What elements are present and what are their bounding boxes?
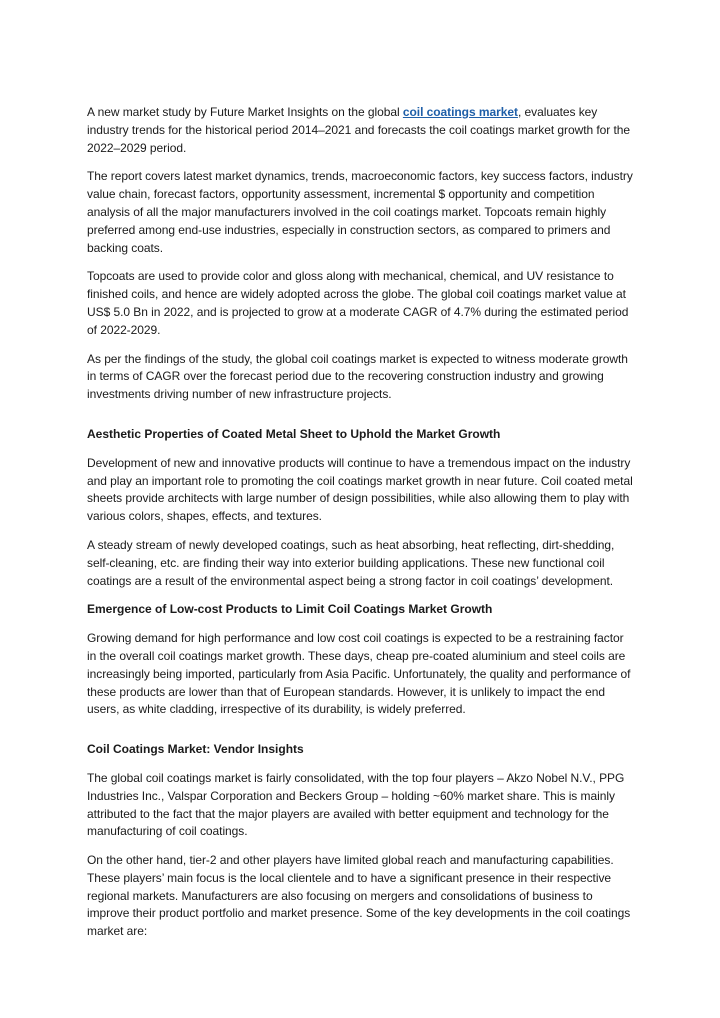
section3-paragraph-2: On the other hand, tier-2 and other players have limited global reach and manufacturing capabilities. These players’ main focus is the local clientele and to have a significant presence in their respective regional markets. Manufacturers are also focusing on mergers and consolidations of business to improve their product portfolio and market presence. Some of the key developments in the coil coatings market are: <box>87 853 631 939</box>
intro-paragraph-4: As per the findings of the study, the global coil coatings market is expected to witness moderate growth in terms of CAGR over the forecast period due to the recovering construction industry and growing investments driving number of new infrastructure projects. <box>87 351 628 402</box>
intro-text-before-link: A new market study by Future Market Insights on the global <box>87 105 403 119</box>
intro-paragraph-3: Topcoats are used to provide color and gloss along with mechanical, chemical, and UV resistance to finished coils, and hence are widely adopted across the globe. The global coil coatings market value at US$ 5.0 Bn in 2022, and is projected to grow at a moderate CAGR of 4.7% during the estimated period of 2022-2029. <box>87 269 629 337</box>
section1-paragraph-2: A steady stream of newly developed coatings, such as heat absorbing, heat reflecting, dirt-shedding, self-cleaning, etc. are finding their way into exterior building applications. These new functional coil coatings are a result of the environmental aspect being a strong factor in coil coatings’ development. <box>87 537 615 588</box>
section2-paragraph-1: Growing demand for high performance and low cost coil coatings is expected to be a restraining factor in the overall coil coatings market growth. These days, cheap pre-coated aluminium and steel coils are increasingly being imported, particularly from Asia Pacific. Unfortunately, the quality and performance of these products are lower than that of European standards. However, it is unlikely to impact the end users, as white cladding, irrespective of its durability, is widely preferred. <box>87 631 631 717</box>
intro-paragraph-2: The report covers latest market dynamics, trends, macroeconomic factors, key success factors, industry value chain, forecast factors, opportunity assessment, incremental $ opportunity and competition analysis of all the major manufacturers involved in the coil coatings market. Topcoats remain highly preferred among end-use industries, especially in construction sectors, as compared to primers and backing coats. <box>87 169 633 255</box>
coil-coatings-market-link[interactable]: coil coatings market <box>402 105 518 119</box>
section-heading-low-cost-products: Emergence of Low-cost Products to Limit Coil Coatings Market Growth <box>87 602 493 617</box>
section1-paragraph-1: Development of new and innovative products will continue to have a tremendous impact on the industry and play an important role to promoting the coil coatings market growth in near future. Coil coated metal sheets provide architects with large number of design possibilities, while also allowing them to play with various colors, shapes, effects, and textures. <box>87 455 633 524</box>
section3-paragraph-1: The global coil coatings market is fairly consolidated, with the top four players – Akzo Nobel N.V., PPG Industries Inc., Valspar Corporation and Beckers Group – holding ~60% market share. This is mainly attributed to the fact that the major players are availed with better equipment and technology for the manufacturing of coil coatings. <box>87 770 625 839</box>
section-heading-aesthetic-properties: Aesthetic Properties of Coated Metal Sheet to Uphold the Market Growth <box>87 426 501 441</box>
intro-paragraph-1 <box>87 104 636 157</box>
section-heading-vendor-insights: Coil Coatings Market: Vendor Insights <box>87 742 304 757</box>
intro-text-after-link: , evaluates key industry trends for the historical period 2014–2021 and forecasts the coil coatings market growth for the 2022–2029 period. <box>87 105 631 155</box>
